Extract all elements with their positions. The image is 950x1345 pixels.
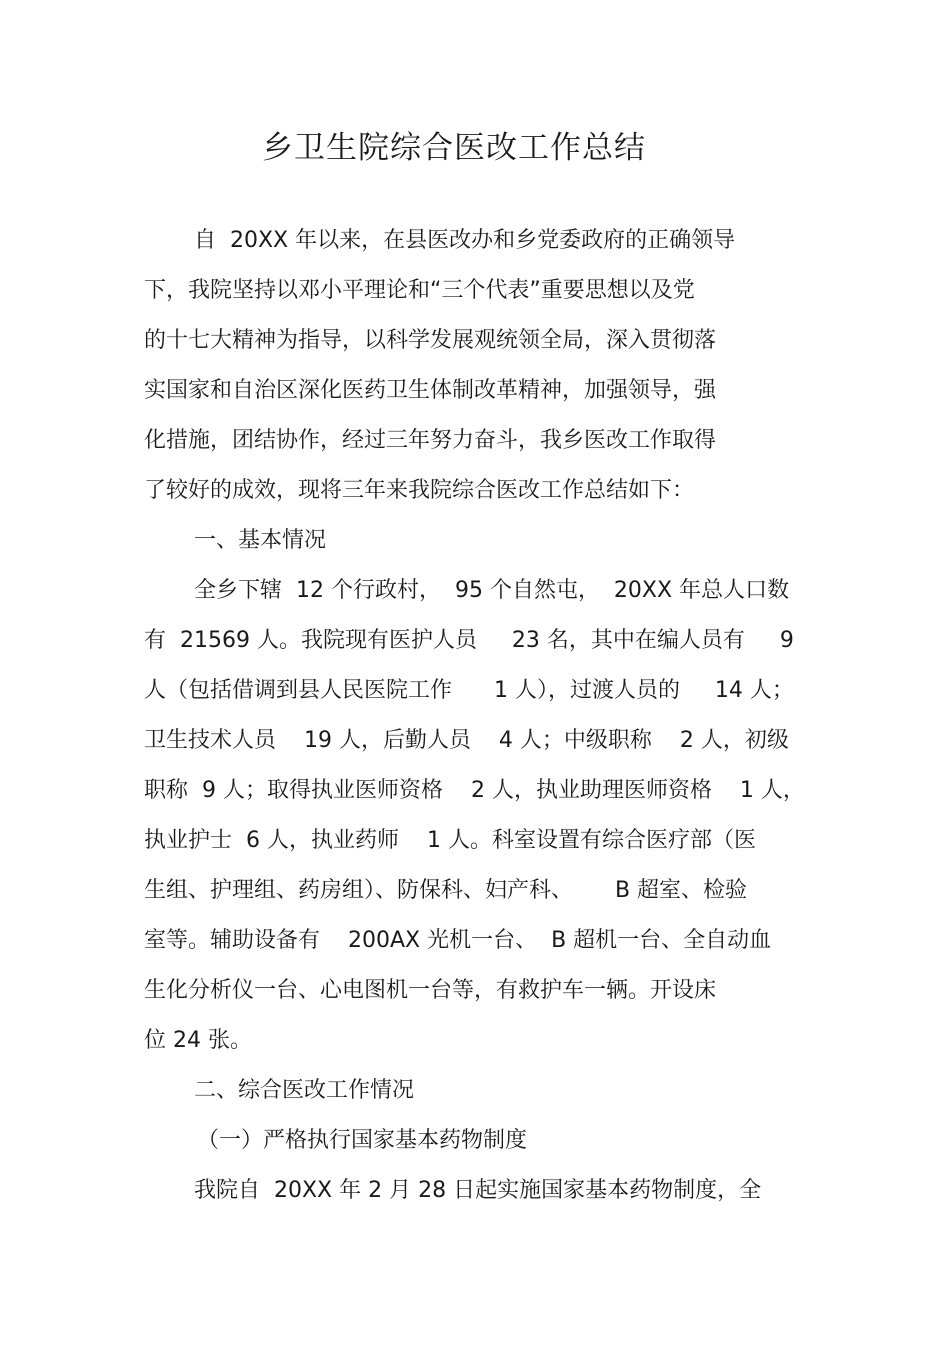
paragraph-line: 生组、护理组、药房组）、防保科、妇产科、 B 超室、检验 (144, 878, 748, 903)
paragraph-line: 生化分析仪一台、心电图机一台等，有救护车一辆。开设床 (144, 978, 717, 1003)
paragraph-line: 实国家和自治区深化医药卫生体制改革精神，加强领导，强 (144, 378, 717, 403)
paragraph-line: 职称 9 人；取得执业医师资格 2 人，执业助理医师资格 1 人， (144, 778, 805, 803)
paragraph-line: 人（包括借调到县人民医院工作 1 人），过渡人员的 14 人； (144, 678, 794, 703)
paragraph-line: 自 20XX 年以来，在县医改办和乡党委政府的正确领导 (194, 228, 736, 253)
paragraph-line: 执业护士 6 人，执业药师 1 人。科室设置有综合医疗部（医 (144, 828, 756, 853)
paragraph-line: 我院自 20XX 年 2 月 28 日起实施国家基本药物制度，全 (194, 1178, 762, 1203)
paragraph-line: 位 24 张。 (144, 1028, 252, 1053)
paragraph-line: 下，我院坚持以邓小平理论和“三个代表”重要思想以及党 (144, 278, 695, 303)
section-heading: 一、基本情况 (194, 528, 327, 553)
subsection-heading: （一）严格执行国家基本药物制度 (197, 1128, 528, 1153)
paragraph-line: 卫生技术人员 19 人，后勤人员 4 人；中级职称 2 人，初级 (144, 728, 789, 753)
section-heading: 二、综合医改工作情况 (194, 1078, 415, 1103)
paragraph-line: 有 21569 人。我院现有医护人员 23 名，其中在编人员有 9 (144, 628, 794, 653)
paragraph-line: 了较好的成效，现将三年来我院综合医改工作总结如下： (144, 478, 695, 503)
paragraph-line: 化措施，团结协作，经过三年努力奋斗，我乡医改工作取得 (144, 428, 717, 453)
paragraph-line: 全乡下辖 12 个行政村， 95 个自然屯， 20XX 年总人口数 (194, 578, 790, 603)
paragraph-line: 室等。辅助设备有 200AX 光机一台、 B 超机一台、全自动血 (144, 928, 772, 953)
paragraph-line: 的十七大精神为指导，以科学发展观统领全局，深入贯彻落 (144, 328, 717, 353)
document-title: 乡卫生院综合医改工作总结 (262, 130, 646, 166)
